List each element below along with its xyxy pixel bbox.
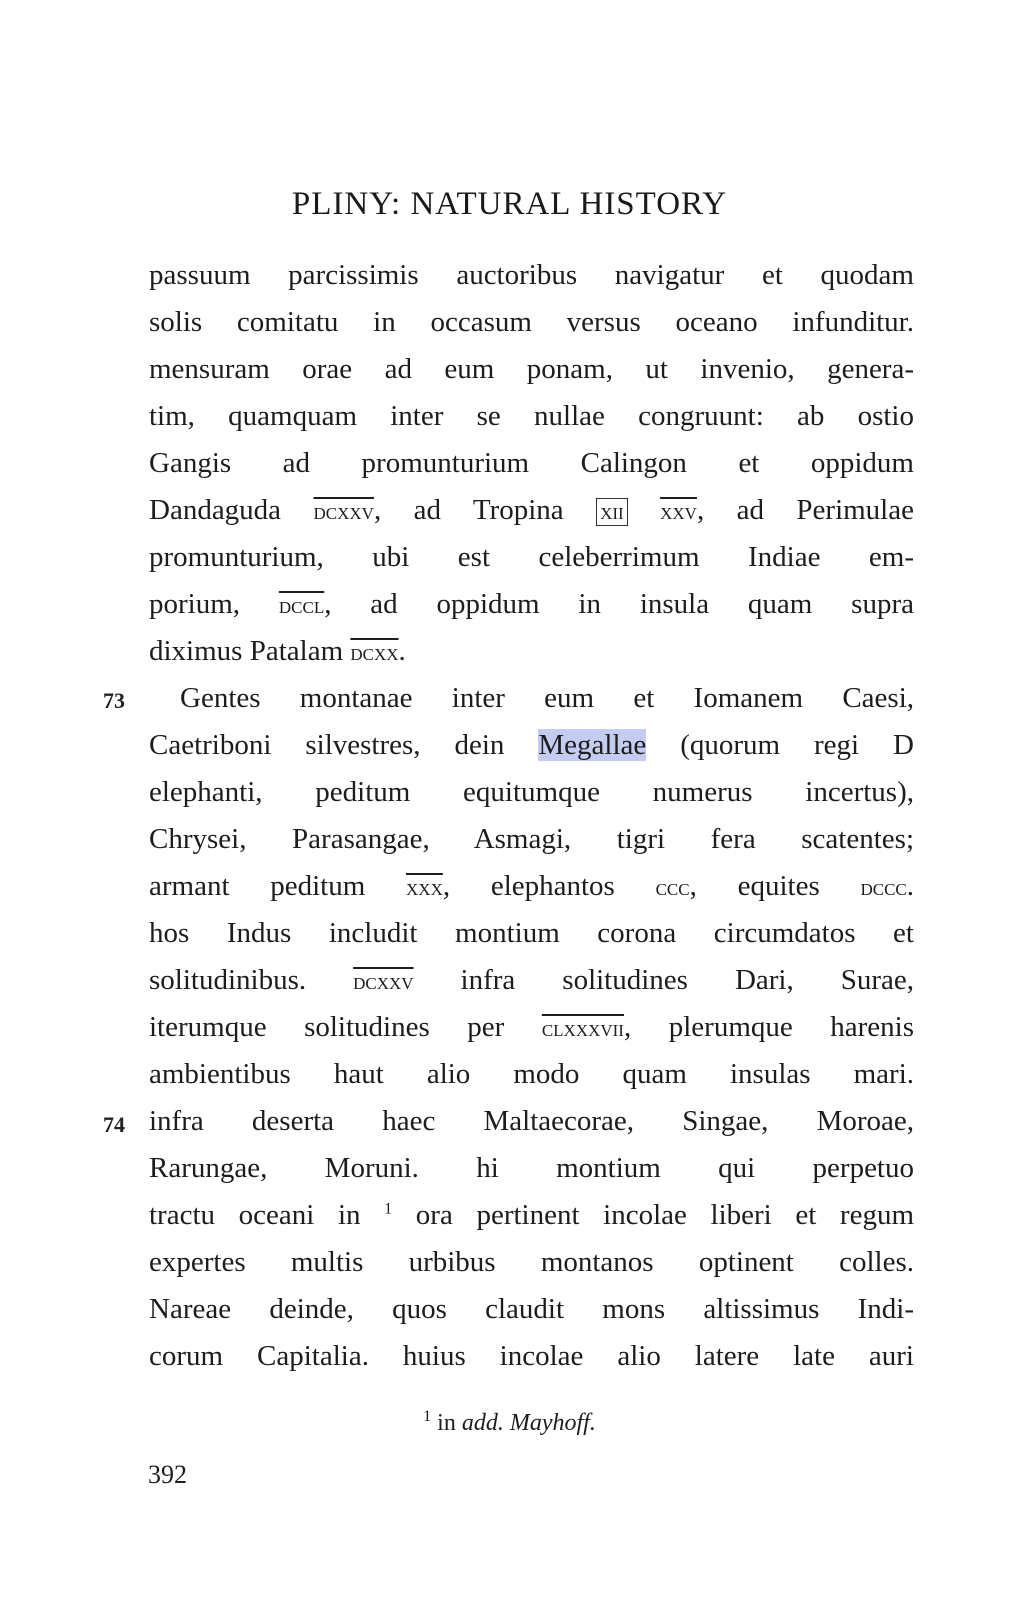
- text-fragment: solitudinibus.: [149, 964, 354, 996]
- text-line: [149, 869, 914, 905]
- text-line: promunturium, ubi est celeberrimum Indiae em-: [149, 541, 914, 573]
- footnote-text-italic: add. Mayhoff.: [461, 1410, 596, 1436]
- text-fragment: Caetriboni silvestres, dein: [149, 729, 539, 761]
- footnote-text: in: [437, 1410, 462, 1436]
- text-line: [149, 963, 914, 999]
- text-fragment: porium,: [149, 588, 279, 620]
- text-line: solis comitatu in occasum versus oceano infunditur.: [149, 306, 914, 338]
- text-line: Chrysei, Parasangae, Asmagi, tigri fera scatentes;: [149, 823, 914, 855]
- text-fragment: .: [398, 635, 406, 667]
- numeral-boxed: xii: [596, 498, 628, 526]
- text-line: Gangis ad promunturium Calingon et oppidum: [149, 447, 914, 479]
- text-fragment: armant peditum: [149, 870, 407, 902]
- text-line: elephanti, peditum equitumque numerus incertus),: [149, 776, 914, 808]
- numeral: dcxxv: [313, 499, 374, 525]
- text-line: [149, 728, 914, 762]
- text-line: passuum parcissimis auctoribus navigatur et quodam: [149, 259, 914, 291]
- numeral: $\overline{xxv}$: [660, 499, 697, 525]
- numeral: clxxxvii: [541, 1016, 624, 1042]
- numeral: dccc: [860, 875, 907, 901]
- text-line: corum Capitalia. huius incolae alio latere late auri: [149, 1340, 914, 1372]
- text-fragment: ora pertinent incolae liberi et regum: [392, 1199, 915, 1231]
- section-number: 74: [103, 1112, 125, 1137]
- text-line: Gentes montanae inter eum et Iomanem Caesi,: [180, 682, 914, 714]
- text-fragment: diximus Patalam: [149, 635, 351, 667]
- text-line: tim, quamquam inter se nullae congruunt: ab ostio: [149, 400, 914, 432]
- text-line: [149, 634, 914, 670]
- text-line: hos Indus includit montium corona circumdatos et: [149, 917, 914, 949]
- text-line: mensuram orae ad eum ponam, ut invenio, genera-: [149, 353, 914, 385]
- text-line: expertes multis urbibus montanos optinent colles.: [149, 1246, 914, 1278]
- text-line: Nareae deinde, quos claudit mons altissimus Indi-: [149, 1293, 914, 1325]
- text-fragment: .: [906, 870, 914, 902]
- numeral: ccc: [655, 875, 690, 901]
- text-fragment: tractu oceani in: [149, 1199, 385, 1231]
- text-fragment: , plerumque harenis: [623, 1011, 914, 1043]
- text-line: Rarungae, Moruni. hi montium qui perpetuo: [149, 1152, 914, 1184]
- text-fragment: (quorum regi D: [646, 729, 914, 761]
- page-number: 392: [148, 1460, 187, 1489]
- numeral: dcxxv: [353, 969, 414, 995]
- section-number: 73: [103, 688, 125, 713]
- numeral: $\overline{xxx}$: [406, 875, 443, 901]
- numeral: dccl: [278, 593, 325, 619]
- text-fragment: Dandaguda: [149, 494, 314, 526]
- text-line: ambientibus haut alio modo quam insulas mari.: [149, 1058, 914, 1090]
- text-fragment: , ad oppidum in insula quam supra: [324, 588, 914, 620]
- text-line: [149, 1010, 914, 1046]
- text-fragment: , ad Perimulae: [696, 494, 914, 526]
- text-fragment: , equites: [689, 870, 861, 902]
- text-fragment: iterumque solitudines per: [149, 1011, 542, 1043]
- footnote: [0, 1410, 1019, 1437]
- footnote-ref[interactable]: 1: [384, 1200, 393, 1218]
- text-fragment: , elephantos: [442, 870, 656, 902]
- text-line: [149, 587, 914, 623]
- numeral: dcxx: [350, 640, 399, 666]
- text-fragment: , ad Tropina: [373, 494, 597, 526]
- footnote-mark: 1: [423, 1408, 432, 1425]
- running-title: PLINY: NATURAL HISTORY: [291, 186, 728, 222]
- text-fragment: infra solitudines Dari, Surae,: [413, 964, 914, 996]
- highlighted-word[interactable]: Megallae: [538, 729, 647, 761]
- text-line: infra deserta haec Maltaecorae, Singae, Moroae,: [149, 1105, 914, 1137]
- text-line: [149, 493, 914, 529]
- text-line: [149, 1198, 914, 1232]
